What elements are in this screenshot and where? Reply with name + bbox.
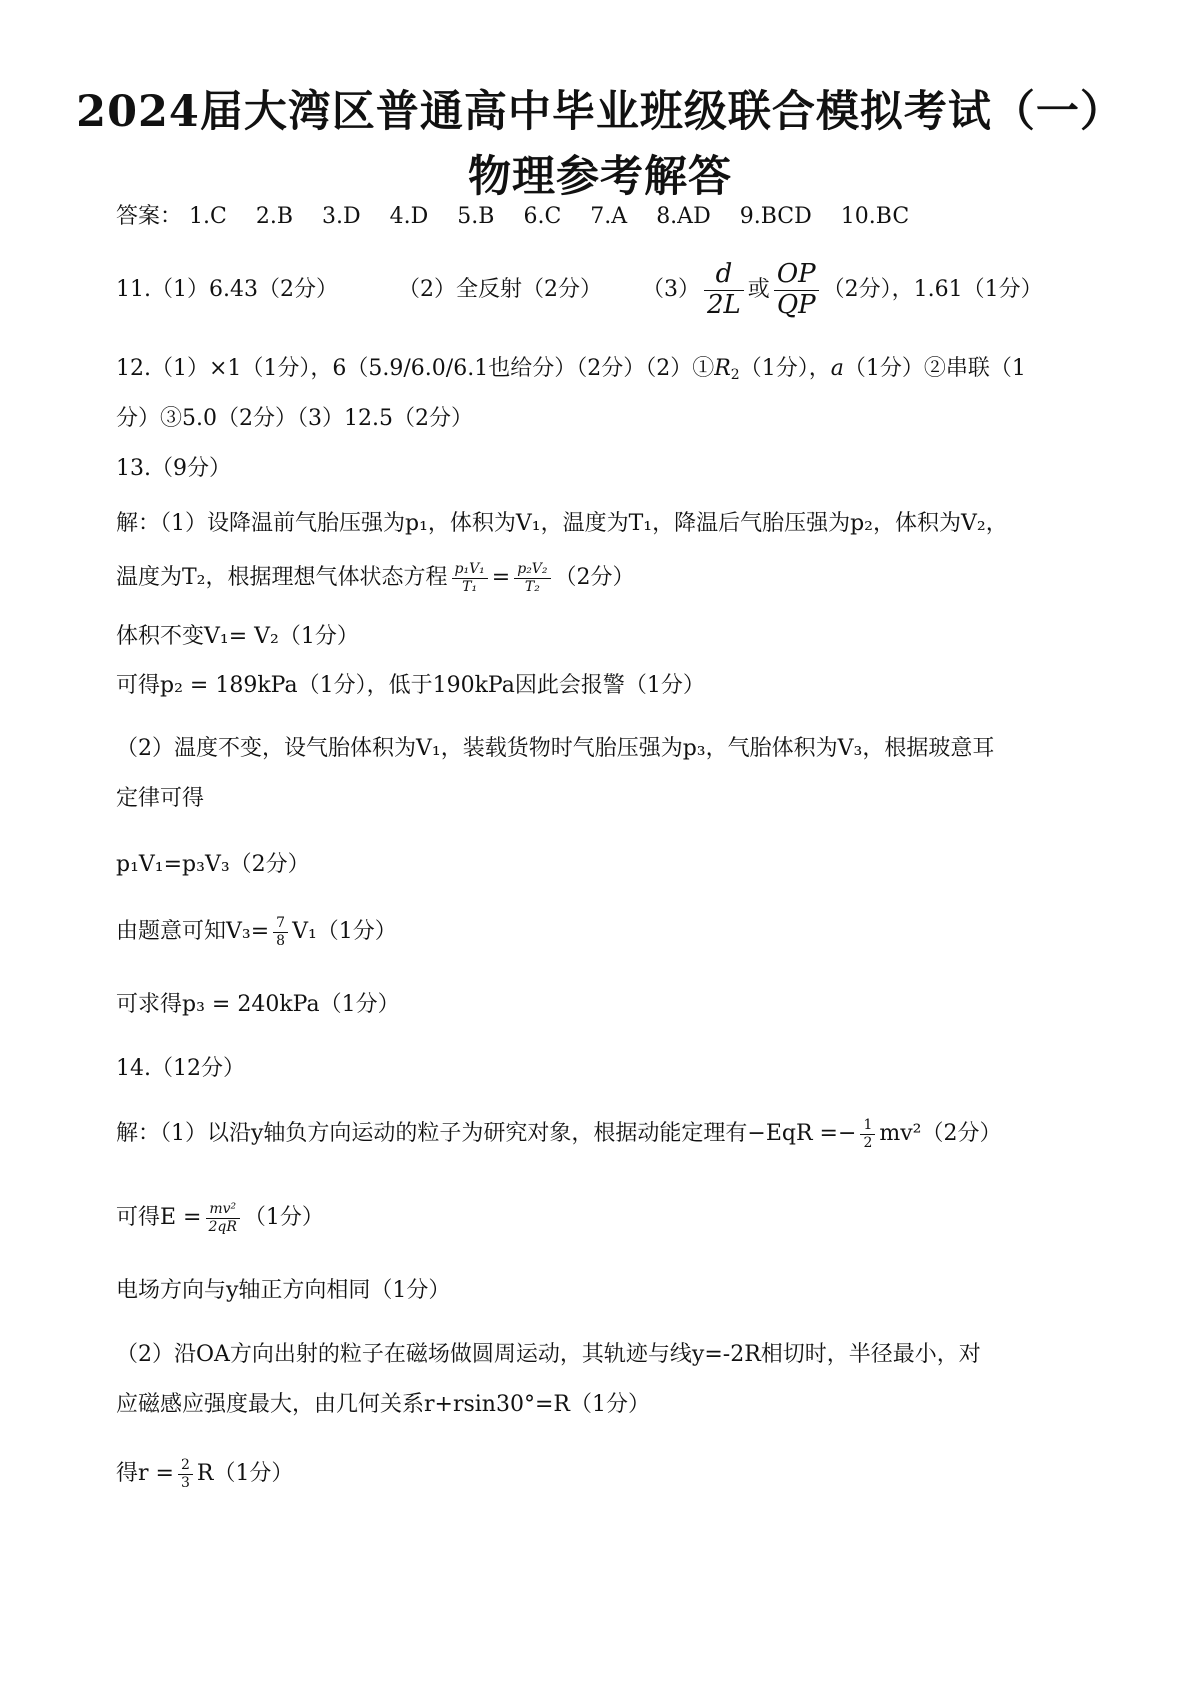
fraction-2-over-3 xyxy=(178,1457,193,1490)
answer-item: 4.D xyxy=(389,204,429,229)
q13-text: 温度为T₂，根据理想气体状态方程 xyxy=(116,565,448,590)
q14-text: mv²（2分） xyxy=(879,1121,1002,1146)
answer-key xyxy=(116,204,909,230)
fraction-numerator: 2 xyxy=(178,1457,193,1474)
equals-sign: = xyxy=(491,565,511,590)
q14-text: （1分） xyxy=(243,1205,324,1230)
q13-line: 定律可得 xyxy=(116,786,205,811)
fraction-denominator: T₁ xyxy=(462,578,478,595)
q14-text: 得r = xyxy=(116,1461,174,1486)
q14-line: 应磁感应强度最大，由几何关系r+rsin30°=R（1分） xyxy=(116,1392,650,1417)
q14-heading: 14.（12分） xyxy=(116,1056,245,1081)
q13-line xyxy=(116,910,397,954)
answer-item: 9.BCD xyxy=(739,204,812,229)
exam-subtitle: 物理参考解答 xyxy=(468,152,732,202)
answer-item: 5.B xyxy=(457,204,495,229)
q14-text: R（1分） xyxy=(196,1461,294,1486)
q14-line xyxy=(116,1112,1001,1156)
fraction-numerator: p₂V₂ xyxy=(514,561,550,578)
q14-text: 解：（1）以沿y轴负方向运动的粒子为研究对象，根据动能定理有−EqR =− xyxy=(116,1121,857,1146)
q13-line xyxy=(116,558,635,598)
q11-or: 或 xyxy=(747,277,770,302)
resistor-symbol: R xyxy=(714,356,731,381)
q11-part2: （2）全反射（2分） xyxy=(397,277,602,302)
fraction-mv2-over-2qR xyxy=(206,1201,240,1234)
q13-text: 由题意可知V₃= xyxy=(116,919,270,944)
answer-item: 7.A xyxy=(590,204,628,229)
q14-line xyxy=(116,1452,293,1496)
q13-line: 可求得p₃ = 240kPa（1分） xyxy=(116,992,400,1017)
q14-line: （2）沿OA方向出射的粒子在磁场做圆周运动，其轨迹与线y=-2R相切时，半径最小，对 xyxy=(116,1342,981,1367)
q12-text-a: 12.（1）×1（1分），6（5.9/6.0/6.1也给分）（2分）（2）① xyxy=(116,356,715,381)
resistor-subscript: 2 xyxy=(730,367,740,383)
fraction-1-over-2 xyxy=(860,1117,875,1150)
fraction-denominator: 2qR xyxy=(208,1218,237,1235)
q14-line xyxy=(116,1196,324,1240)
fraction-numerator: 7 xyxy=(273,915,288,932)
q14-text: 可得E = xyxy=(116,1205,202,1230)
q12-line1 xyxy=(116,356,1026,382)
q12-text-b: （1分）， xyxy=(739,356,831,381)
q11-part3-suffix: （2分），1.61（1分） xyxy=(822,277,1043,302)
q13-line: （2）温度不变，设气胎体积为V₁，装载货物时气胎压强为p₃，气胎体积为V₃，根据玻意耳 xyxy=(116,736,995,761)
q11-part1: （1）6.43（2分） xyxy=(151,277,338,302)
fraction-numerator: d xyxy=(704,260,744,291)
fraction-op-over-qp xyxy=(774,260,819,321)
fraction-denominator: QP xyxy=(776,289,816,320)
q12-text-c: （1分）②串联（1 xyxy=(843,356,1026,381)
q13-text: V₁（1分） xyxy=(292,919,397,944)
terminal-a: a xyxy=(830,356,844,381)
fraction-numerator: OP xyxy=(774,260,819,291)
q11-part3-prefix: （3） xyxy=(641,277,700,302)
fraction-denominator: 2 xyxy=(863,1134,873,1151)
fraction-p1v1-over-t1 xyxy=(452,561,488,594)
q12-line2: 分）③5.0（2分）（3）12.5（2分） xyxy=(116,406,473,431)
q13-line: 解：（1）设降温前气胎压强为p₁，体积为V₁，温度为T₁，降温后气胎压强为p₂，体积为V₂， xyxy=(116,511,1008,536)
answer-item: 6.C xyxy=(523,204,562,229)
q13-line: 体积不变V₁= V₂（1分） xyxy=(116,624,359,649)
fraction-numerator: mv² xyxy=(206,1201,240,1218)
fraction-p2v2-over-t2 xyxy=(514,561,550,594)
q11-answer xyxy=(116,258,1043,320)
answer-item: 1.C xyxy=(189,204,227,229)
answer-label: 答案： xyxy=(116,204,183,229)
answer-item: 8.AD xyxy=(656,204,711,229)
q13-line: p₁V₁=p₃V₃（2分） xyxy=(116,852,310,877)
exam-title: 2024届大湾区普通高中毕业班级联合模拟考试（一） xyxy=(76,87,1124,137)
q11-number: 11. xyxy=(116,277,151,302)
fraction-7-over-8 xyxy=(273,915,288,948)
q13-heading: 13.（9分） xyxy=(116,456,231,481)
q13-line: 可得p₂ = 189kPa（1分），低于190kPa因此会报警（1分） xyxy=(116,673,705,698)
answer-item: 10.BC xyxy=(840,204,910,229)
fraction-denominator: 3 xyxy=(180,1474,190,1491)
fraction-denominator: 8 xyxy=(276,932,286,949)
fraction-numerator: 1 xyxy=(860,1117,875,1134)
fraction-denominator: 2L xyxy=(706,289,741,320)
q14-line: 电场方向与y轴正方向相同（1分） xyxy=(116,1278,451,1303)
answer-item: 2.B xyxy=(255,204,294,229)
fraction-numerator: p₁V₁ xyxy=(452,561,488,578)
answer-item: 3.D xyxy=(322,204,361,229)
fraction-d-over-2L xyxy=(704,260,744,321)
q13-score: （2分） xyxy=(554,565,635,590)
fraction-denominator: T₂ xyxy=(524,578,540,595)
